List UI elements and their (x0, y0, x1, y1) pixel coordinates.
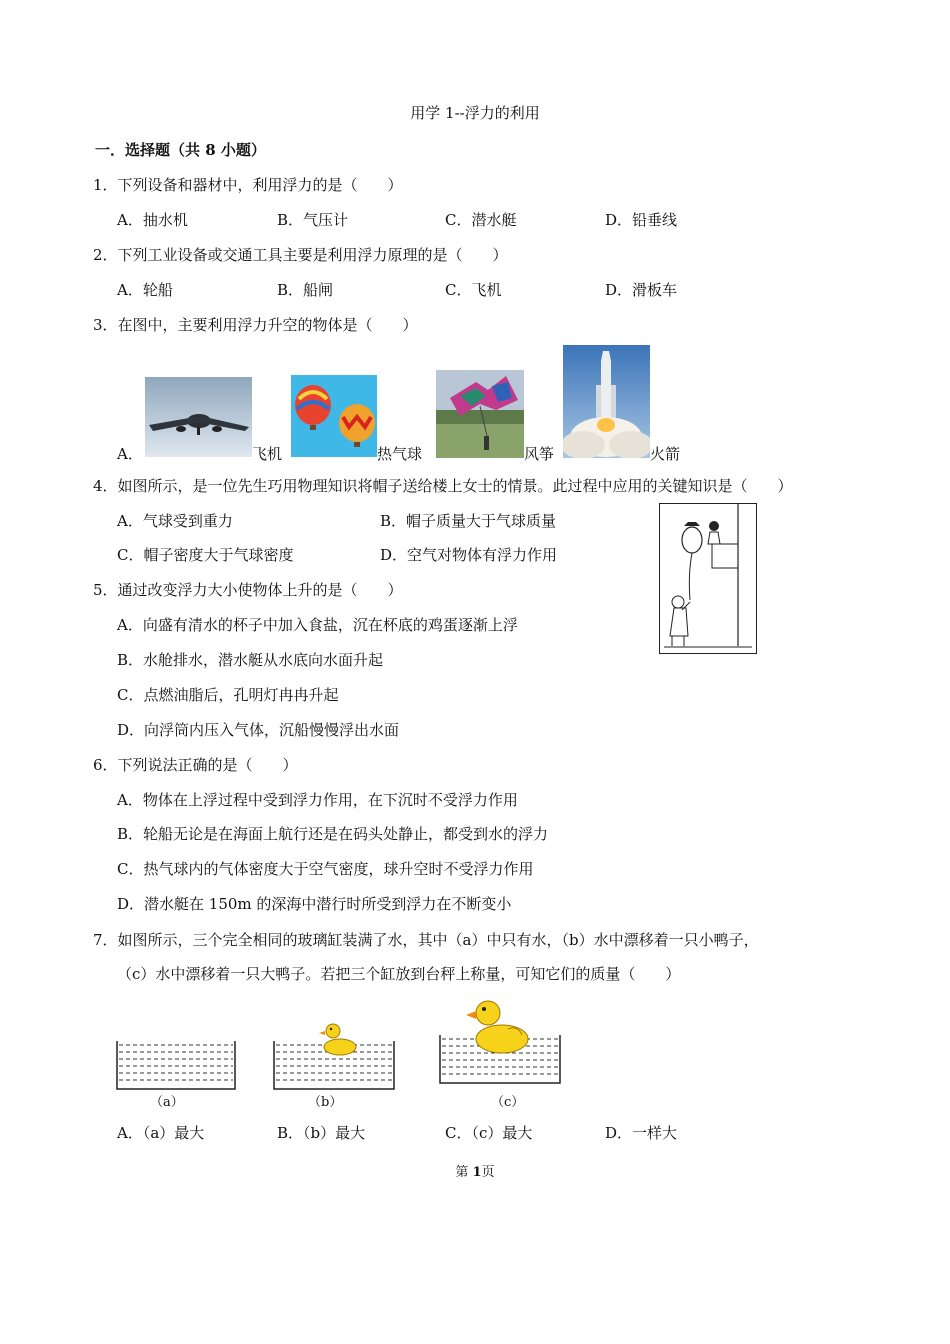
q7-option-b: B．（b）最大 (277, 1124, 366, 1142)
q6-option-d: D．潜水艇在 150m 的深海中潜行时所受到浮力在不断变小 (117, 895, 512, 913)
question-4-stem: 4．如图所示，是一位先生巧用物理知识将帽子送给楼上女士的情景。此过程中应用的关键知识是（ ） (93, 477, 793, 495)
question-7-stem-continued: （c）水中漂移着一只大鸭子。若把三个缸放到台秤上称量，可知它们的质量（ ） (117, 965, 681, 983)
tank-b-diagram (272, 1019, 396, 1093)
page-number: 1 (472, 1165, 482, 1180)
q2-option-c: C．飞机 (445, 281, 502, 299)
q3-option-a-marker: A． (117, 445, 143, 463)
question-6-stem: 6．下列说法正确的是（ ） (93, 756, 298, 774)
q2-option-d: D．滑板车 (605, 281, 678, 299)
section-heading: 一．选择题（共 8 小题） (95, 141, 266, 159)
q6-option-c: C．热气球内的气体密度大于空气密度，球升空时不受浮力作用 (117, 860, 534, 878)
footer-suffix: 页 (481, 1165, 495, 1180)
hot-air-balloon-image (291, 375, 377, 457)
q4-option-c: C．帽子密度大于气球密度 (117, 546, 294, 564)
q1-option-d: D．铅垂线 (605, 211, 678, 229)
q4-option-d: D．空气对物体有浮力作用 (380, 546, 558, 564)
q1-option-a: A．抽水机 (117, 211, 188, 229)
question-3-stem: 3．在图中，主要利用浮力升空的物体是（ ） (93, 316, 418, 334)
question-2-stem: 2．下列工业设备或交通工具主要是利用浮力原理的是（ ） (93, 246, 508, 264)
tank-c-diagram (438, 995, 562, 1087)
balloon-hat-illustration (659, 503, 757, 654)
document-title: 用学 1--浮力的利用 (410, 104, 540, 122)
q6-option-b: B．轮船无论是在海面上航行还是在码头处静止，都受到水的浮力 (117, 825, 549, 843)
q1-option-c: C．潜水艇 (445, 211, 517, 229)
q3-label-balloon: 热气球 (377, 445, 423, 463)
q3-label-airplane: 飞机 (252, 445, 283, 463)
tank-a-label: （a） (150, 1095, 184, 1110)
q7-option-c: C．（c）最大 (445, 1124, 533, 1142)
q7-option-d: D．一样大 (605, 1124, 678, 1142)
kite-image (436, 370, 524, 458)
q4-option-a: A．气球受到重力 (117, 512, 233, 530)
q4-option-b: B．帽子质量大于气球质量 (380, 512, 557, 530)
q3-label-rocket: 火箭 (650, 445, 681, 463)
page-footer (0, 1161, 950, 1180)
q5-option-d: D．向浮筒内压入气体，沉船慢慢浮出水面 (117, 721, 400, 739)
question-5-stem: 5．通过改变浮力大小使物体上升的是（ ） (93, 581, 403, 599)
q1-option-b: B．气压计 (277, 211, 349, 229)
q5-option-b: B．水舱排水，潜水艇从水底向水面升起 (117, 651, 384, 669)
rocket-image (563, 345, 650, 458)
tank-c-label: （c） (491, 1095, 525, 1110)
footer-prefix: 第 (455, 1165, 469, 1180)
question-7-stem: 7．如图所示，三个完全相同的玻璃缸装满了水，其中（a）中只有水，（b）水中漂移着一只小鸭子， (93, 931, 759, 949)
q3-label-kite: 风筝 (524, 445, 555, 463)
tank-a-diagram (115, 1035, 237, 1093)
q6-option-a: A．物体在上浮过程中受到浮力作用，在下沉时不受浮力作用 (117, 791, 518, 809)
question-1-stem: 1．下列设备和器材中，利用浮力的是（ ） (93, 176, 403, 194)
tank-b-label: （b） (308, 1095, 343, 1110)
airplane-image (145, 377, 252, 457)
q2-option-b: B．船闸 (277, 281, 334, 299)
q5-option-c: C．点燃油脂后，孔明灯冉冉升起 (117, 686, 339, 704)
q7-option-a: A．（a）最大 (117, 1124, 205, 1142)
q5-option-a: A．向盛有清水的杯子中加入食盐，沉在杯底的鸡蛋逐渐上浮 (117, 616, 518, 634)
q2-option-a: A．轮船 (117, 281, 173, 299)
